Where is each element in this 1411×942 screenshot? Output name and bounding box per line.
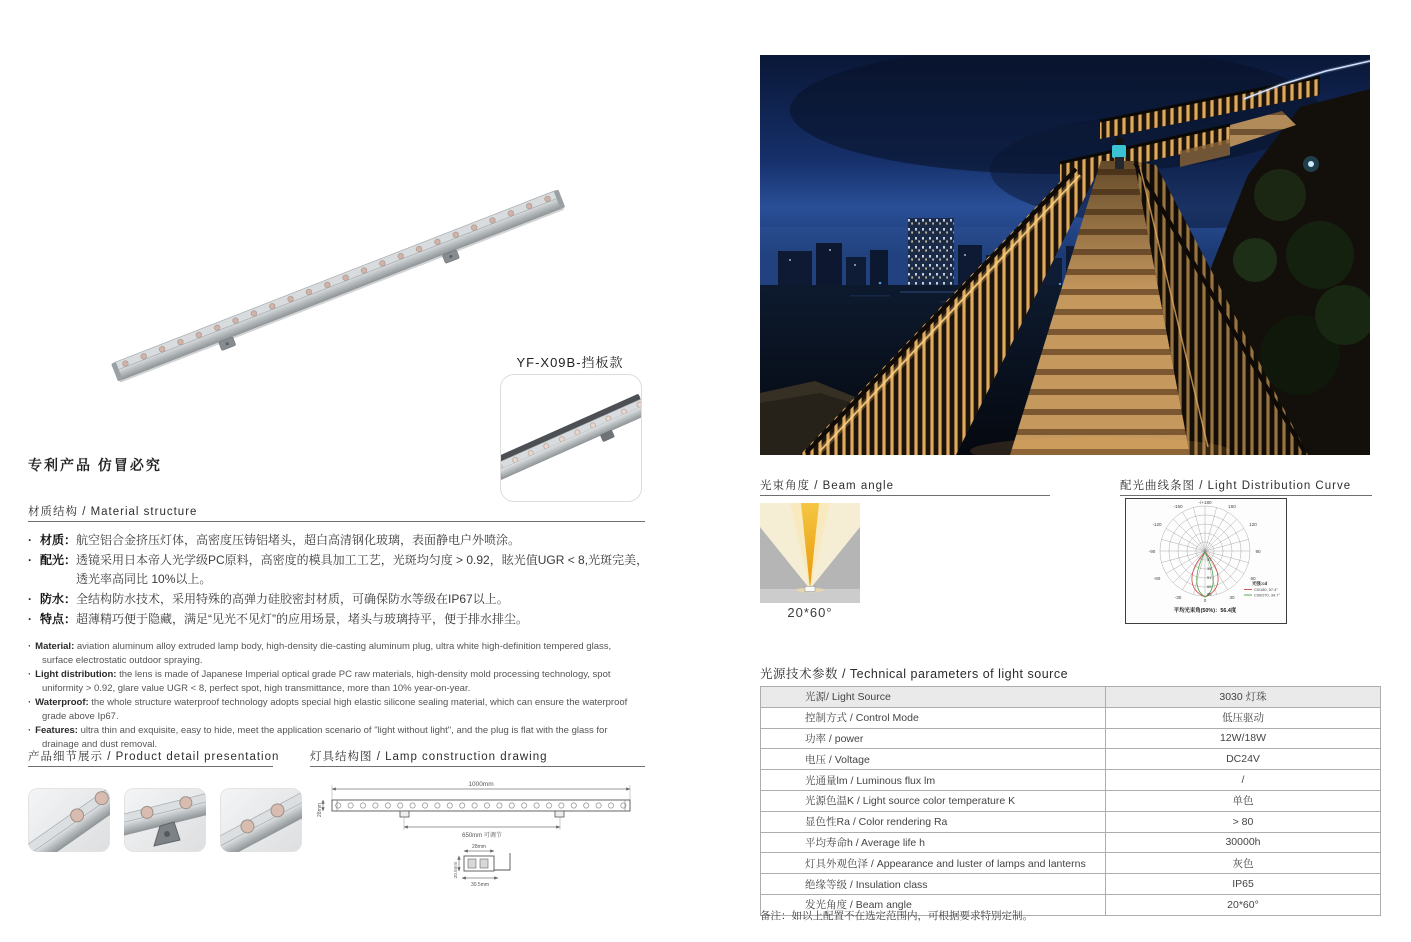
svg-text:60: 60 [1250,576,1256,581]
table-row [761,770,1380,791]
detail-photos [28,788,302,852]
divider [760,495,1050,496]
curve-section-title: 配光曲线条图 / Light Distribution Curve [1120,480,1352,492]
bullet-en [28,724,632,751]
bullet-dot: · [28,669,32,680]
param-label: 平均寿命h / Average life h [761,833,1106,853]
construction-section-title: 灯具结构图 / Lamp construction drawing [310,751,548,763]
table-note: 备注：如以上配置不在选定范围内，可根据要求特别定制。 [760,910,1033,922]
beam-angle-diagram [760,503,860,603]
bullet-text: aviation aluminum alloy extruded lamp body, high-density die-casting aluminum plug, ultra white high-definition tempered glass, surface electrostatic outdoor spraying. [42,641,612,666]
svg-text:-30: -30 [1174,595,1182,600]
bullet-text: 超薄精巧便于隐藏，满足“见光不见灯”的应用场景，堵头与玻璃持平，便于排水排尘。 [76,612,529,626]
model-label: YF-X09B-挡板款 [516,355,624,370]
bullet-label: Light distribution: [35,669,117,680]
bullet-dot: · [28,592,32,606]
light-distribution-chart [1125,498,1287,624]
chart-caption: 平均光束角(50%)：56.4度 [1173,608,1237,614]
beam-angle-value: 20*60° [787,605,833,620]
detail-photo-endcap [28,788,110,852]
patent-notice: 专利产品 仿冒必究 [28,457,162,473]
param-label: 光通量lm / Luminous flux lm [761,770,1106,790]
bullet-dot: · [28,641,32,652]
chart-legend [1244,580,1280,598]
svg-text:-150: -150 [1173,504,1183,509]
dim-bracket-span: 650mm 可调节 [462,833,502,839]
param-label: 灯具外观色泽 / Appearance and luster of lamps and lanterns [761,853,1106,873]
bullet-text: 航空铝合金挤压灯体，高密度压铸铝堵头，超白高清钢化玻璃，表面静电户外喷涂。 [76,533,521,547]
param-label: 光源色温K / Light source color temperature K [761,791,1106,811]
dim-cs-height: 20.5mm [453,861,458,879]
param-label: 发光角度 / Beam angle [761,895,1106,915]
svg-text:C90/270, 34.7°: C90/270, 34.7° [1254,592,1280,598]
bullet-label: Waterproof: [35,697,89,708]
bullet-dot: · [28,533,32,547]
bullet-label: 配光： [40,553,77,567]
table-row [761,708,1380,729]
param-label: 绝缘等级 / Insulation class [761,874,1106,894]
param-label: 光源/ Light Source [761,687,1106,707]
bullet-label: Material: [35,641,75,652]
param-label: 功率 / power [761,729,1106,749]
param-value: / [1241,774,1245,787]
beam-section-title: 光束角度 / Beam angle [760,480,894,492]
divider [310,766,645,767]
param-value: 30000h [1225,836,1261,849]
bullet-en [28,668,632,695]
polar-grid [1160,506,1250,596]
bullet-label: Features: [35,725,78,736]
detail-photo-bracket [124,788,206,852]
detail-photo-lens [220,788,302,852]
svg-text:30: 30 [1229,595,1235,600]
model-thumbnail [500,374,642,502]
params-table [760,686,1381,916]
bullet-text: ultra thin and exquisite, easy to hide, meet the application scenario of "light without light", and the plug is flat with the glass for drainage and dust removal. [42,725,608,750]
bullet-text: 全结构防水技术，采用特殊的高弹力硅胶密封材质，可确保防水等级在IP67以上。 [76,592,509,606]
param-value: 低压驱动 [1222,712,1264,725]
svg-text:34: 34 [1207,566,1212,571]
bullet-text: 透镜采用日本帝人光学级PC原料，高密度的模具加工工艺，光斑均匀度 > 0.92，眩光值UGR < 8,光斑完美，透光率高同比 10%以上。 [76,553,649,586]
params-section-title: 光源技术参数 / Technical parameters of light source [760,667,1069,681]
dim-length: 1000mm [468,781,494,788]
svg-text:C0/180, 57.4°: C0/180, 57.4° [1254,587,1278,592]
bullet-dot: · [28,725,32,736]
param-value: 20*60° [1227,898,1259,911]
table-row [761,833,1380,854]
bullet-en [28,640,632,667]
bullet-label: 材质： [40,533,77,547]
bullet-text: the lens is made of Japanese Imperial optical grade PC raw materials, high-density mold processing technology, spot uniformity > 0.92, glare value UGR < 8, perfect spot, high transmittance, more than 10% year-on-year. [42,669,611,694]
param-label: 显色性Ra / Color rendering Ra [761,812,1106,832]
svg-text:-/+180: -/+180 [1198,500,1212,505]
svg-text:68: 68 [1207,584,1212,589]
table-row [761,853,1380,874]
svg-text:光强:cd: 光强:cd [1252,581,1268,586]
svg-text:17: 17 [1207,557,1212,562]
bullet-cn [28,551,650,589]
svg-text:0: 0 [1203,598,1207,603]
param-value: IP65 [1232,878,1254,891]
material-section-title: 材质结构 / Material structure [28,506,198,518]
svg-text:90: 90 [1255,549,1261,554]
svg-text:51: 51 [1207,575,1212,580]
param-value: 12W/18W [1219,732,1267,745]
table-row [761,749,1380,770]
svg-text:85: 85 [1207,591,1212,597]
divider [28,521,645,522]
bullet-dot: · [28,612,32,626]
dim-cs-width: 28mm [472,844,486,850]
table-row [761,874,1380,895]
svg-text:-120: -120 [1152,522,1162,527]
bullet-label: 特点： [40,612,77,626]
svg-text:120: 120 [1249,522,1257,527]
param-value: > 80 [1232,815,1254,828]
bullet-dot: · [28,697,32,708]
param-value: 3030 灯珠 [1219,691,1267,704]
material-bullets-cn [28,531,650,630]
material-bullets-en [28,640,632,752]
divider [1120,495,1372,496]
svg-text:-60: -60 [1153,576,1161,581]
bullet-cn [28,531,650,550]
svg-text:-90: -90 [1148,549,1156,554]
bullet-cn [28,590,650,609]
table-row [761,729,1380,750]
param-label: 控制方式 / Control Mode [761,708,1106,728]
bullet-text: the whole structure waterproof technology adopts special high elastic silicone sealing material, which can ensure the waterproof grade above Ip67. [42,697,628,722]
bullet-en [28,696,632,723]
detail-section-title: 产品细节展示 / Product detail presentation [28,751,280,763]
table-row [761,687,1380,708]
application-photo [760,55,1370,455]
param-label: 电压 / Voltage [761,749,1106,769]
svg-text:150: 150 [1228,504,1236,509]
divider [28,766,273,767]
construction-drawing [312,778,645,906]
bullet-label: 防水： [40,592,77,606]
dim-height: 28mm [317,803,323,817]
bullet-dot: · [28,553,32,567]
table-row [761,791,1380,812]
param-value: 单色 [1232,795,1254,808]
dim-cs-base: 30.5mm [470,882,490,888]
param-value: 灰色 [1232,857,1254,870]
param-value: DC24V [1226,753,1260,766]
bullet-cn [28,610,650,629]
table-row [761,812,1380,833]
